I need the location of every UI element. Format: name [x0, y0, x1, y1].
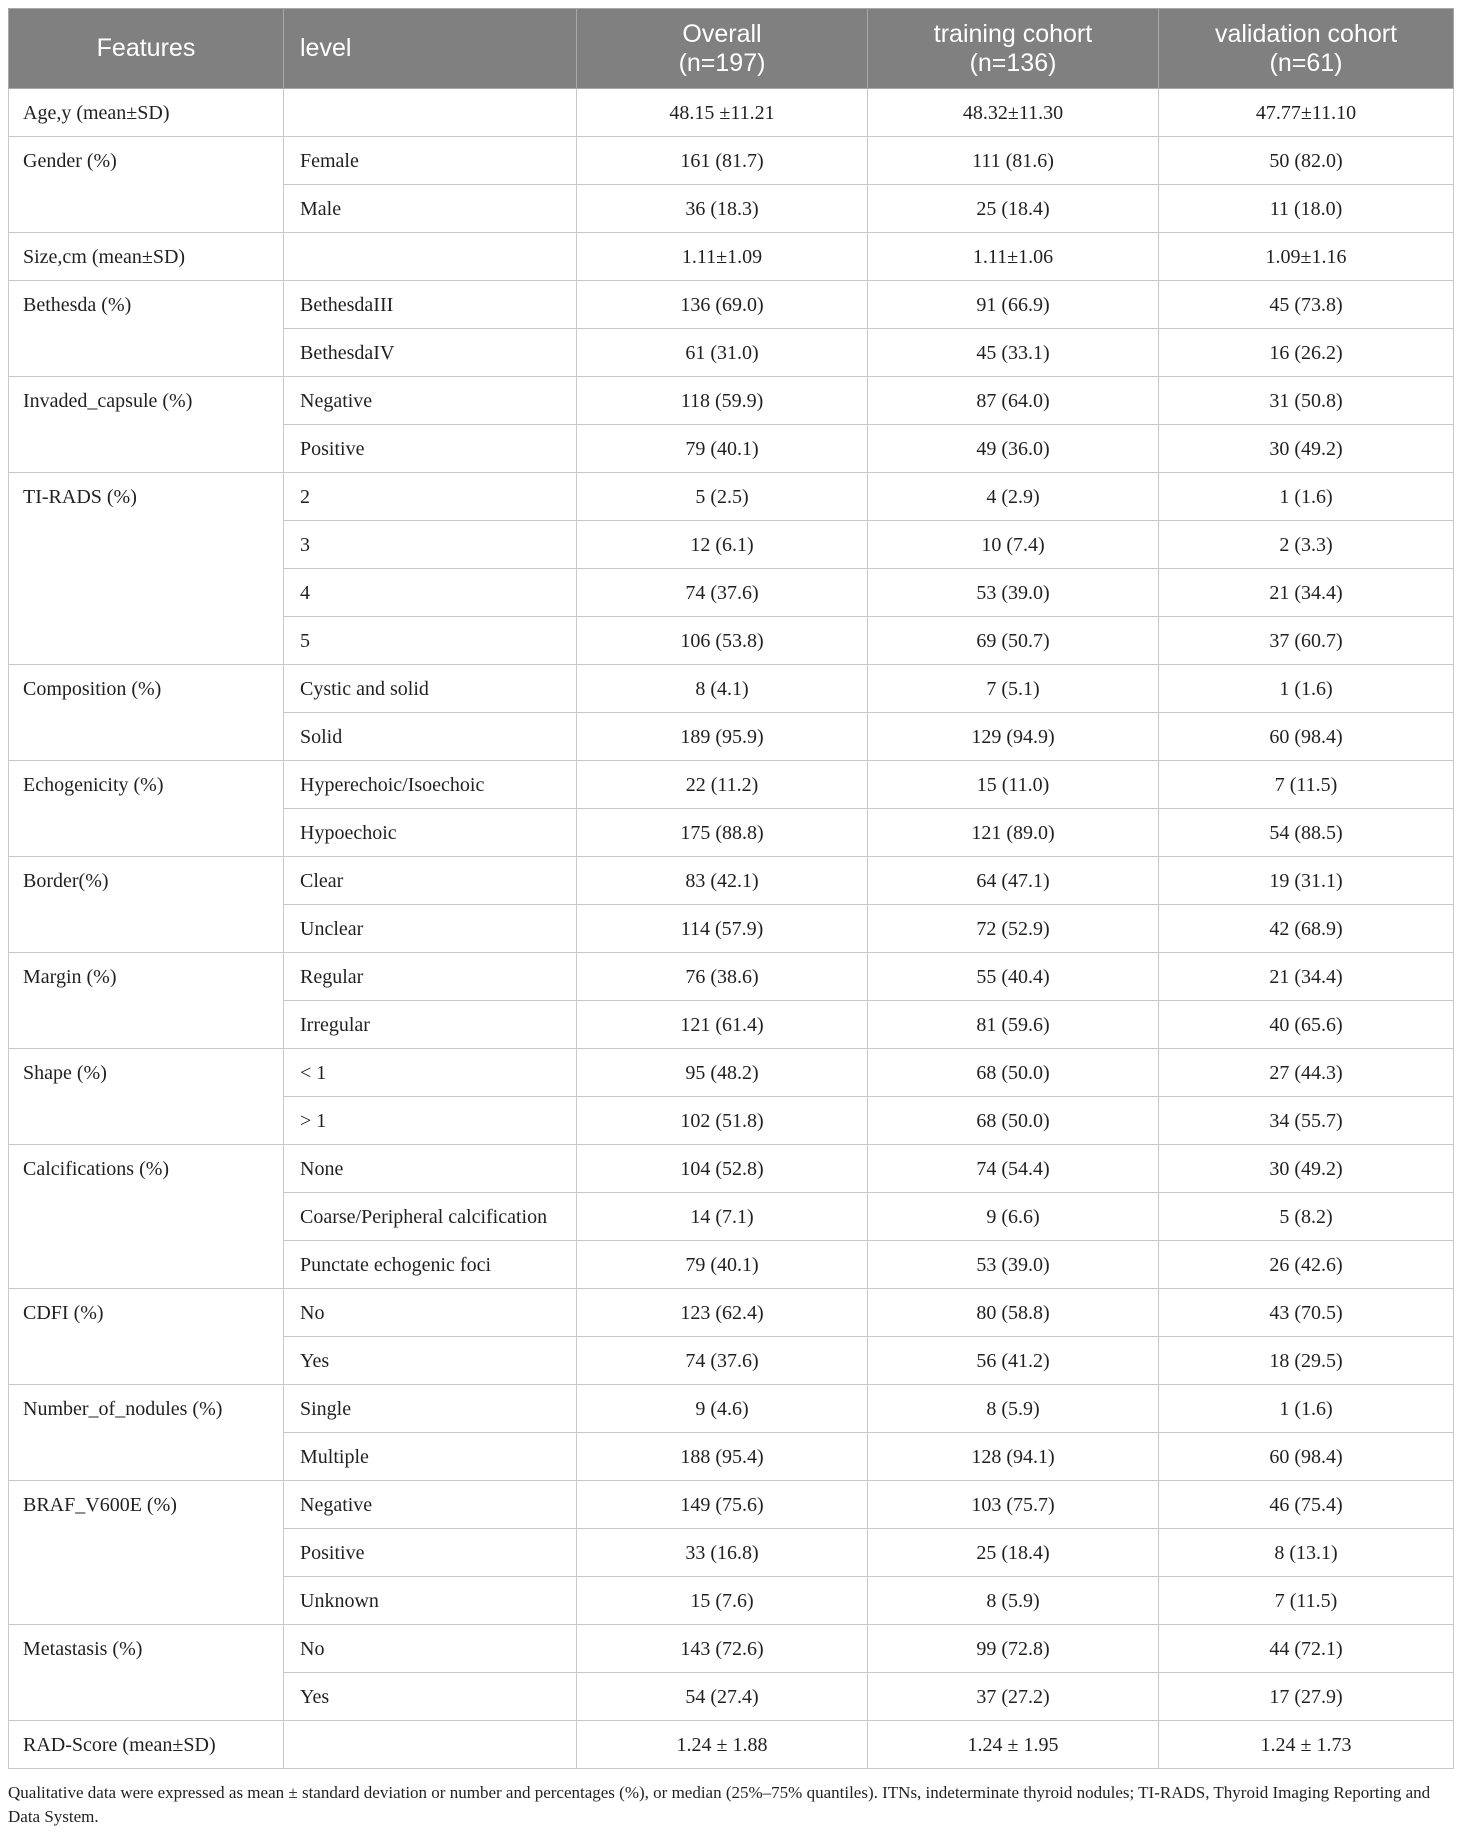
value-training-cohort: 8 (5.9)	[868, 1385, 1159, 1433]
value-validation-cohort: 42 (68.9)	[1159, 905, 1454, 953]
table-row	[9, 1481, 1454, 1529]
feature-label: Calcifications (%)	[9, 1145, 284, 1289]
level-label: Hyperechoic/Isoechoic	[284, 761, 577, 809]
feature-label: Echogenicity (%)	[9, 761, 284, 857]
feature-label: Invaded_capsule (%)	[9, 377, 284, 473]
table-row	[9, 1385, 1454, 1433]
value-validation-cohort: 21 (34.4)	[1159, 569, 1454, 617]
header-label: validation cohort	[1214, 19, 1398, 48]
value-validation-cohort: 16 (26.2)	[1159, 329, 1454, 377]
level-label: Multiple	[284, 1433, 577, 1481]
value-training-cohort: 37 (27.2)	[868, 1673, 1159, 1721]
table-row	[9, 377, 1454, 425]
data-table	[8, 8, 1454, 1769]
header-count: (n=197)	[678, 48, 766, 77]
value-validation-cohort: 40 (65.6)	[1159, 1001, 1454, 1049]
header-label: Features	[96, 34, 196, 62]
value-overall: 104 (52.8)	[577, 1145, 868, 1193]
header-validation-cohort	[1159, 9, 1454, 89]
value-training-cohort: 53 (39.0)	[868, 569, 1159, 617]
value-training-cohort: 8 (5.9)	[868, 1577, 1159, 1625]
table-row	[9, 233, 1454, 281]
value-validation-cohort: 46 (75.4)	[1159, 1481, 1454, 1529]
level-label: Unclear	[284, 905, 577, 953]
level-label	[284, 89, 577, 137]
level-label: Hypoechoic	[284, 809, 577, 857]
level-label: Negative	[284, 377, 577, 425]
level-label: No	[284, 1625, 577, 1673]
header-label: training cohort	[933, 19, 1093, 48]
value-validation-cohort: 19 (31.1)	[1159, 857, 1454, 905]
feature-label: Composition (%)	[9, 665, 284, 761]
header-training-cohort	[868, 9, 1159, 89]
feature-label: Gender (%)	[9, 137, 284, 233]
value-training-cohort: 48.32±11.30	[868, 89, 1159, 137]
value-training-cohort: 128 (94.1)	[868, 1433, 1159, 1481]
feature-label: Number_of_nodules (%)	[9, 1385, 284, 1481]
value-training-cohort: 1.24 ± 1.95	[868, 1721, 1159, 1769]
feature-label: Bethesda (%)	[9, 281, 284, 377]
table-row	[9, 761, 1454, 809]
value-validation-cohort: 8 (13.1)	[1159, 1529, 1454, 1577]
value-training-cohort: 4 (2.9)	[868, 473, 1159, 521]
value-overall: 12 (6.1)	[577, 521, 868, 569]
value-validation-cohort: 34 (55.7)	[1159, 1097, 1454, 1145]
header-count: (n=136)	[969, 48, 1057, 77]
value-overall: 83 (42.1)	[577, 857, 868, 905]
value-validation-cohort: 44 (72.1)	[1159, 1625, 1454, 1673]
value-training-cohort: 99 (72.8)	[868, 1625, 1159, 1673]
level-label: > 1	[284, 1097, 577, 1145]
value-training-cohort: 68 (50.0)	[868, 1049, 1159, 1097]
value-training-cohort: 121 (89.0)	[868, 809, 1159, 857]
table-row	[9, 281, 1454, 329]
value-overall: 121 (61.4)	[577, 1001, 868, 1049]
level-label: Female	[284, 137, 577, 185]
value-overall: 95 (48.2)	[577, 1049, 868, 1097]
value-training-cohort: 80 (58.8)	[868, 1289, 1159, 1337]
value-overall: 8 (4.1)	[577, 665, 868, 713]
table-row	[9, 1049, 1454, 1097]
header-features	[9, 9, 284, 89]
value-validation-cohort: 45 (73.8)	[1159, 281, 1454, 329]
feature-label: Metastasis (%)	[9, 1625, 284, 1721]
value-training-cohort: 49 (36.0)	[868, 425, 1159, 473]
table-row	[9, 1721, 1454, 1769]
value-overall: 1.24 ± 1.88	[577, 1721, 868, 1769]
value-overall: 33 (16.8)	[577, 1529, 868, 1577]
header-row	[9, 9, 1454, 89]
value-overall: 118 (59.9)	[577, 377, 868, 425]
value-validation-cohort: 43 (70.5)	[1159, 1289, 1454, 1337]
feature-label: Margin (%)	[9, 953, 284, 1049]
value-training-cohort: 25 (18.4)	[868, 1529, 1159, 1577]
value-overall: 22 (11.2)	[577, 761, 868, 809]
value-validation-cohort: 26 (42.6)	[1159, 1241, 1454, 1289]
table-row	[9, 1625, 1454, 1673]
table-row	[9, 89, 1454, 137]
level-label: Regular	[284, 953, 577, 1001]
level-label: No	[284, 1289, 577, 1337]
value-validation-cohort: 2 (3.3)	[1159, 521, 1454, 569]
feature-label: Shape (%)	[9, 1049, 284, 1145]
level-label: Coarse/Peripheral calcification	[284, 1193, 577, 1241]
header-label: level	[300, 34, 352, 62]
header-count: (n=61)	[1269, 48, 1343, 77]
value-validation-cohort: 1 (1.6)	[1159, 1385, 1454, 1433]
level-label	[284, 233, 577, 281]
level-label: Solid	[284, 713, 577, 761]
level-label: Male	[284, 185, 577, 233]
level-label: 4	[284, 569, 577, 617]
level-label: Clear	[284, 857, 577, 905]
level-label: Positive	[284, 425, 577, 473]
feature-label: Border(%)	[9, 857, 284, 953]
value-training-cohort: 69 (50.7)	[868, 617, 1159, 665]
value-validation-cohort: 17 (27.9)	[1159, 1673, 1454, 1721]
value-validation-cohort: 60 (98.4)	[1159, 1433, 1454, 1481]
level-label: Negative	[284, 1481, 577, 1529]
value-overall: 54 (27.4)	[577, 1673, 868, 1721]
value-overall: 5 (2.5)	[577, 473, 868, 521]
value-validation-cohort: 7 (11.5)	[1159, 761, 1454, 809]
table-container	[8, 8, 1453, 1829]
value-overall: 14 (7.1)	[577, 1193, 868, 1241]
level-label: 5	[284, 617, 577, 665]
value-overall: 15 (7.6)	[577, 1577, 868, 1625]
value-overall: 188 (95.4)	[577, 1433, 868, 1481]
level-label: Unknown	[284, 1577, 577, 1625]
level-label: Positive	[284, 1529, 577, 1577]
value-validation-cohort: 1.24 ± 1.73	[1159, 1721, 1454, 1769]
table-row	[9, 1145, 1454, 1193]
value-training-cohort: 45 (33.1)	[868, 329, 1159, 377]
value-training-cohort: 72 (52.9)	[868, 905, 1159, 953]
value-training-cohort: 91 (66.9)	[868, 281, 1159, 329]
value-overall: 61 (31.0)	[577, 329, 868, 377]
value-overall: 76 (38.6)	[577, 953, 868, 1001]
value-training-cohort: 74 (54.4)	[868, 1145, 1159, 1193]
value-validation-cohort: 27 (44.3)	[1159, 1049, 1454, 1097]
value-overall: 48.15 ±11.21	[577, 89, 868, 137]
header-label: Overall	[682, 19, 762, 48]
level-label: BethesdaIII	[284, 281, 577, 329]
table-row	[9, 857, 1454, 905]
level-label: Punctate echogenic foci	[284, 1241, 577, 1289]
value-validation-cohort: 54 (88.5)	[1159, 809, 1454, 857]
header-overall	[577, 9, 868, 89]
table-body	[9, 89, 1454, 1769]
value-overall: 114 (57.9)	[577, 905, 868, 953]
value-validation-cohort: 1 (1.6)	[1159, 665, 1454, 713]
level-label: Single	[284, 1385, 577, 1433]
feature-label: CDFI (%)	[9, 1289, 284, 1385]
feature-label: RAD-Score (mean±SD)	[9, 1721, 284, 1769]
value-validation-cohort: 31 (50.8)	[1159, 377, 1454, 425]
feature-label: Age,y (mean±SD)	[9, 89, 284, 137]
level-label: Cystic and solid	[284, 665, 577, 713]
value-overall: 175 (88.8)	[577, 809, 868, 857]
value-training-cohort: 1.11±1.06	[868, 233, 1159, 281]
value-overall: 74 (37.6)	[577, 569, 868, 617]
value-training-cohort: 9 (6.6)	[868, 1193, 1159, 1241]
value-training-cohort: 25 (18.4)	[868, 185, 1159, 233]
value-validation-cohort: 60 (98.4)	[1159, 713, 1454, 761]
value-training-cohort: 7 (5.1)	[868, 665, 1159, 713]
value-training-cohort: 87 (64.0)	[868, 377, 1159, 425]
value-validation-cohort: 21 (34.4)	[1159, 953, 1454, 1001]
value-training-cohort: 10 (7.4)	[868, 521, 1159, 569]
level-label	[284, 1721, 577, 1769]
level-label: 2	[284, 473, 577, 521]
feature-label: BRAF_V600E (%)	[9, 1481, 284, 1625]
value-training-cohort: 53 (39.0)	[868, 1241, 1159, 1289]
feature-label: TI-RADS (%)	[9, 473, 284, 665]
value-validation-cohort: 50 (82.0)	[1159, 137, 1454, 185]
value-overall: 79 (40.1)	[577, 1241, 868, 1289]
value-overall: 149 (75.6)	[577, 1481, 868, 1529]
value-validation-cohort: 30 (49.2)	[1159, 425, 1454, 473]
value-overall: 136 (69.0)	[577, 281, 868, 329]
value-training-cohort: 81 (59.6)	[868, 1001, 1159, 1049]
value-training-cohort: 56 (41.2)	[868, 1337, 1159, 1385]
value-validation-cohort: 5 (8.2)	[1159, 1193, 1454, 1241]
table-row	[9, 1289, 1454, 1337]
value-overall: 1.11±1.09	[577, 233, 868, 281]
value-training-cohort: 15 (11.0)	[868, 761, 1159, 809]
level-label: Irregular	[284, 1001, 577, 1049]
value-validation-cohort: 47.77±11.10	[1159, 89, 1454, 137]
level-label: BethesdaIV	[284, 329, 577, 377]
value-validation-cohort: 37 (60.7)	[1159, 617, 1454, 665]
value-overall: 161 (81.7)	[577, 137, 868, 185]
value-validation-cohort: 11 (18.0)	[1159, 185, 1454, 233]
value-overall: 36 (18.3)	[577, 185, 868, 233]
table-footnote: Qualitative data were expressed as mean ± standard deviation or number and percentages (%), or median (25%–75% quantiles). ITNs, indeterminate thyroid nodules; TI-RADS, Thyroid Imaging Reporting and Data System.	[8, 1783, 1431, 1826]
value-training-cohort: 129 (94.9)	[868, 713, 1159, 761]
value-training-cohort: 68 (50.0)	[868, 1097, 1159, 1145]
level-label: None	[284, 1145, 577, 1193]
level-label: Yes	[284, 1337, 577, 1385]
value-overall: 106 (53.8)	[577, 617, 868, 665]
value-training-cohort: 111 (81.6)	[868, 137, 1159, 185]
value-overall: 189 (95.9)	[577, 713, 868, 761]
value-overall: 123 (62.4)	[577, 1289, 868, 1337]
value-validation-cohort: 7 (11.5)	[1159, 1577, 1454, 1625]
value-overall: 79 (40.1)	[577, 425, 868, 473]
value-training-cohort: 64 (47.1)	[868, 857, 1159, 905]
value-validation-cohort: 30 (49.2)	[1159, 1145, 1454, 1193]
value-overall: 9 (4.6)	[577, 1385, 868, 1433]
table-row	[9, 137, 1454, 185]
table-header	[9, 9, 1454, 89]
feature-label: Size,cm (mean±SD)	[9, 233, 284, 281]
value-overall: 74 (37.6)	[577, 1337, 868, 1385]
header-level	[284, 9, 577, 89]
value-validation-cohort: 1.09±1.16	[1159, 233, 1454, 281]
value-training-cohort: 103 (75.7)	[868, 1481, 1159, 1529]
value-overall: 143 (72.6)	[577, 1625, 868, 1673]
level-label: Yes	[284, 1673, 577, 1721]
value-overall: 102 (51.8)	[577, 1097, 868, 1145]
table-row	[9, 953, 1454, 1001]
table-row	[9, 473, 1454, 521]
value-validation-cohort: 1 (1.6)	[1159, 473, 1454, 521]
table-row	[9, 665, 1454, 713]
value-validation-cohort: 18 (29.5)	[1159, 1337, 1454, 1385]
level-label: < 1	[284, 1049, 577, 1097]
level-label: 3	[284, 521, 577, 569]
value-training-cohort: 55 (40.4)	[868, 953, 1159, 1001]
